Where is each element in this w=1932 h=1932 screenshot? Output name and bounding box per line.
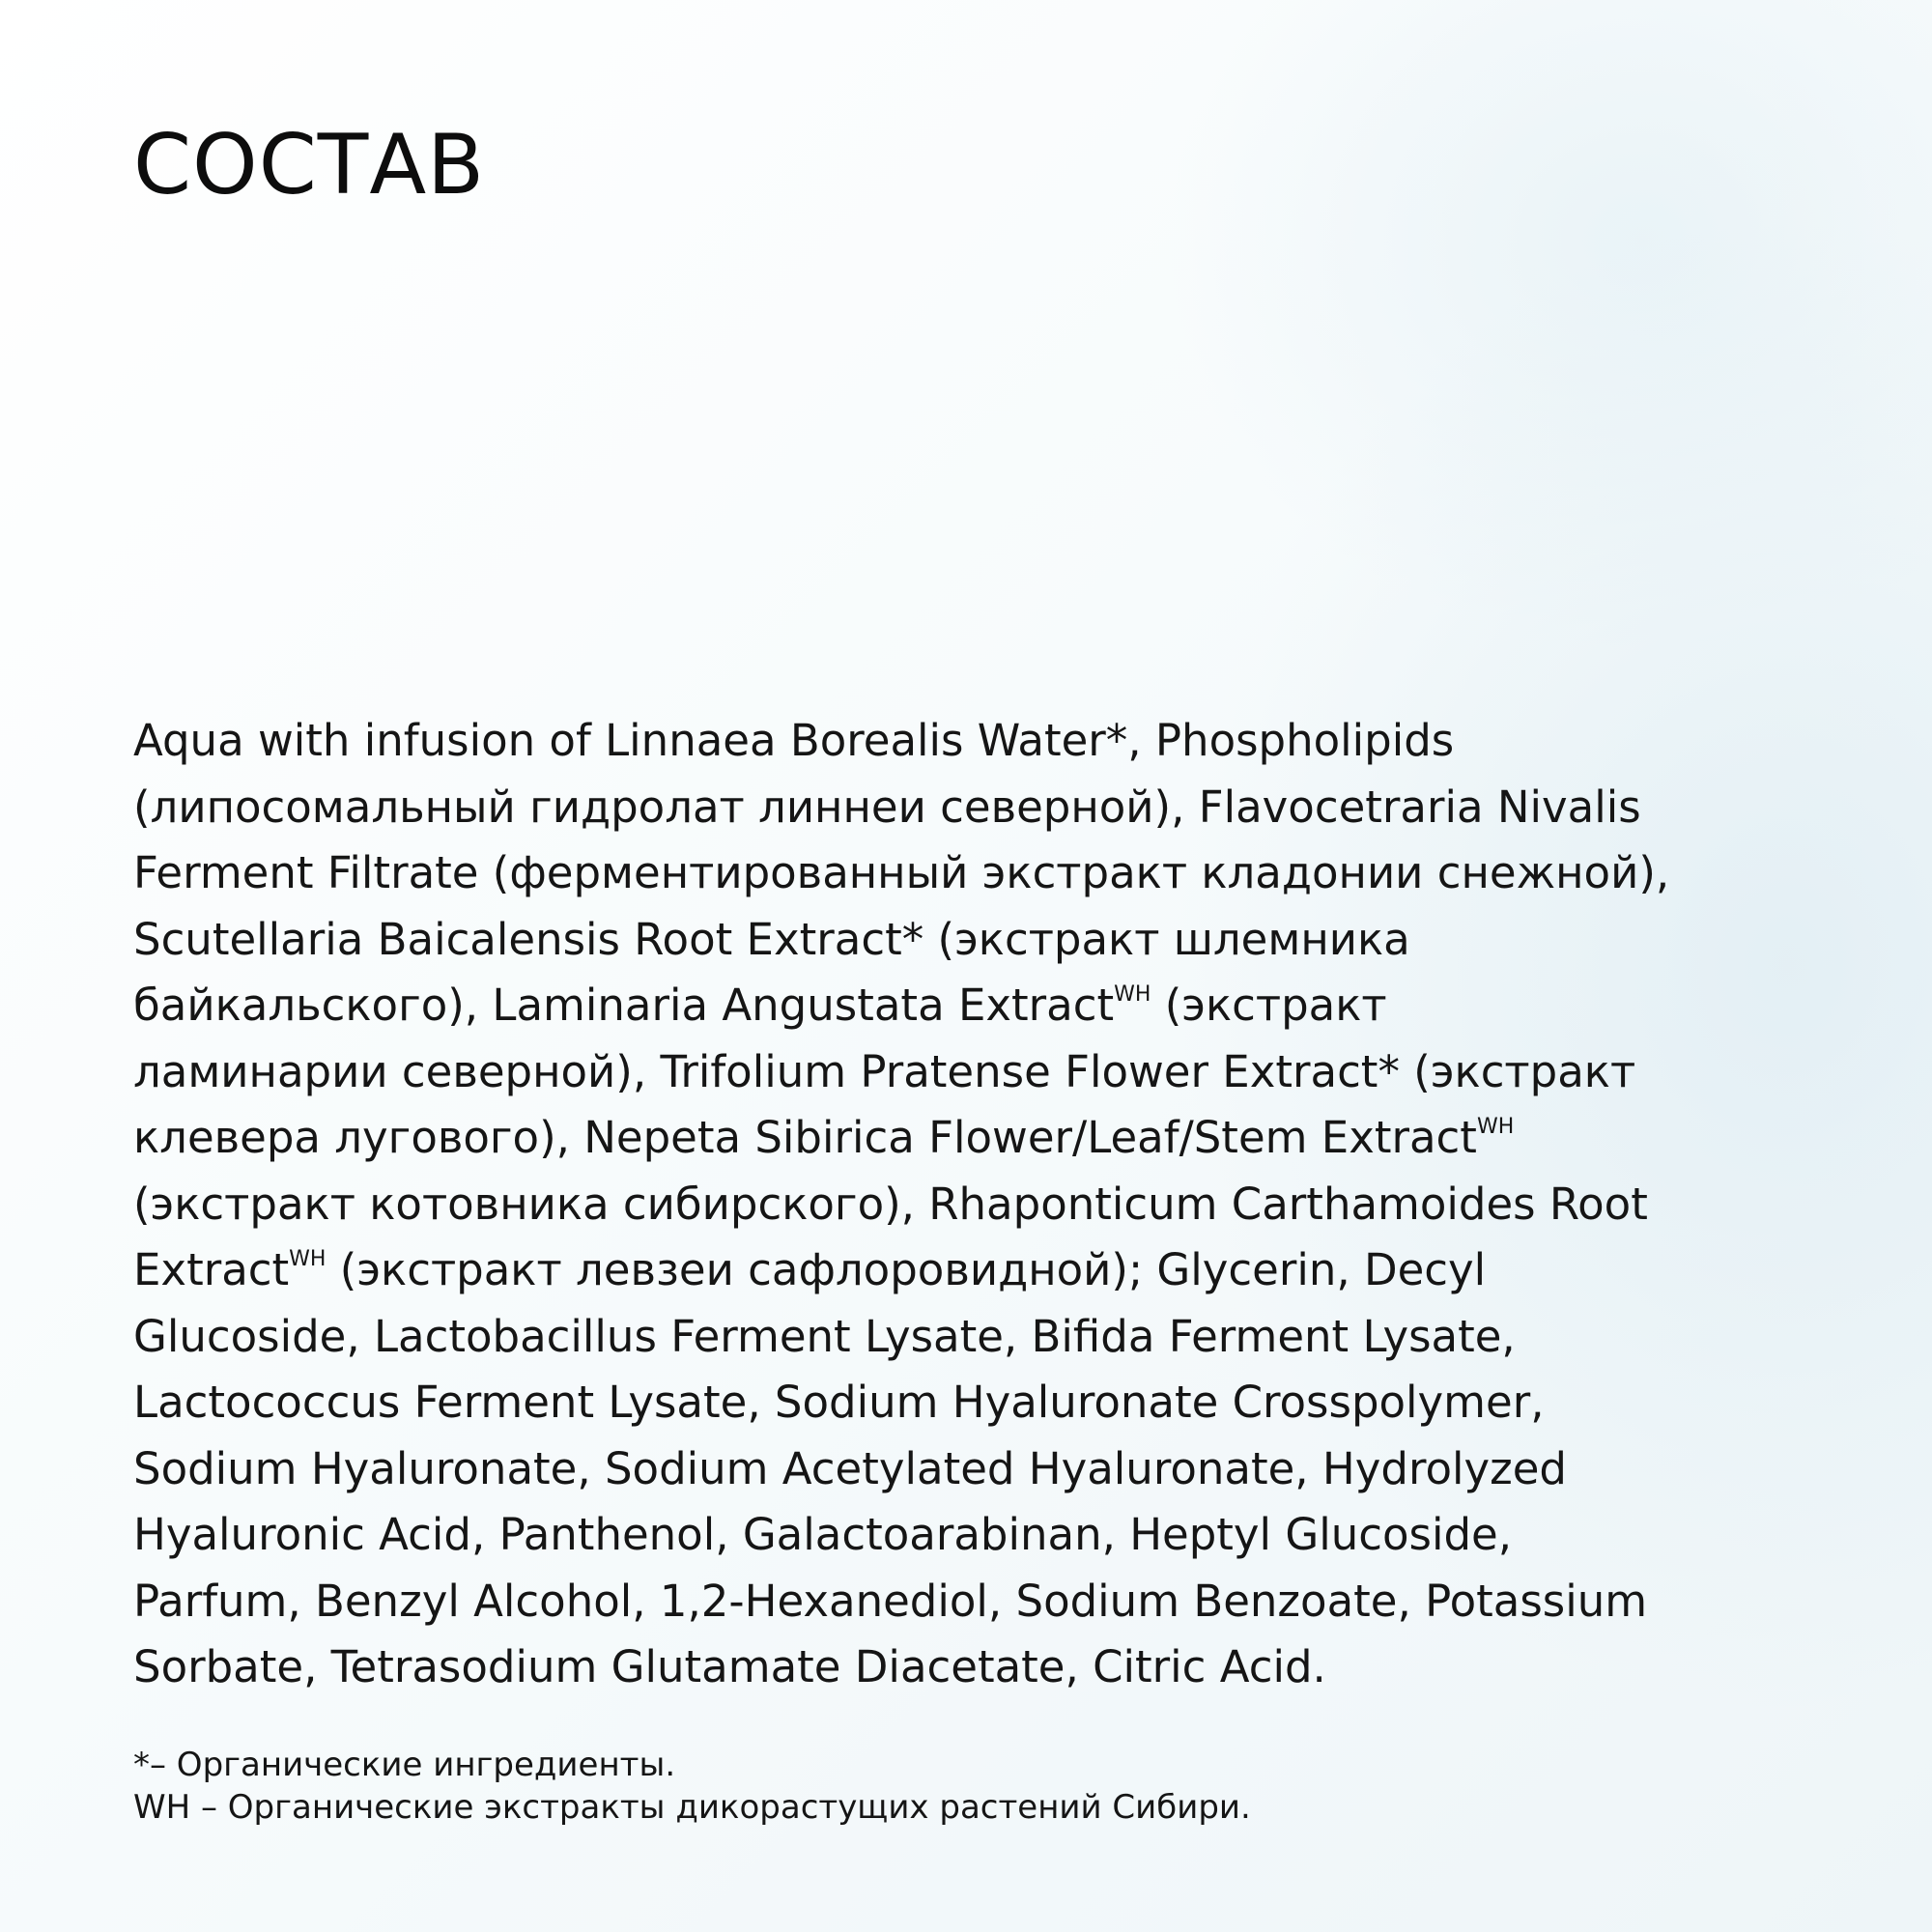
ingredients-line: Scutellaria Baicalensis Root Extract* (экстракт шлемника	[133, 913, 1410, 965]
wild-harvest-mark: WH	[1114, 982, 1151, 1007]
ingredients-line: ламинарии северной), Trifolium Pratense Flower Extract* (экстракт	[133, 1045, 1636, 1097]
wild-harvest-mark: WH	[289, 1247, 327, 1271]
wild-harvest-mark: WH	[1476, 1115, 1515, 1139]
ingredients-line: Extract$^{WH}$ (экстракт левзеи сафлоровидной); Glycerin, Decyl	[133, 1244, 1487, 1295]
ingredients-line: байкальского), Laminaria Angustata Extract$^{WH}$ (экстракт	[133, 980, 1387, 1031]
ingredients-line: Glucoside, Lactobacillus Ferment Lysate, Bifida Ferment Lysate,	[133, 1310, 1516, 1362]
ingredients-line: Sodium Hyaluronate, Sodium Acetylated Hyaluronate, Hydrolyzed	[133, 1442, 1567, 1494]
ingredients-line: Sorbate, Tetrasodium Glutamate Diacetate, Citric Acid.	[133, 1641, 1326, 1692]
footnote-wild-harvest: WH – Органические экстракты дикорастущих растений Сибири.	[133, 1788, 1251, 1827]
ingredients-line: клевера лугового), Nepeta Sibirica Flower/Leaf/Stem Extract$^{WH}$	[133, 1112, 1515, 1163]
ingredients-line: Aqua with infusion of Linnaea Borealis Water*, Phospholipids	[133, 715, 1455, 766]
ingredients-line: (липосомальный гидролат линнеи северной), Flavocetraria Nivalis	[133, 781, 1641, 833]
ingredients-list	[133, 708, 1833, 1701]
ingredients-line: Parfum, Benzyl Alcohol, 1,2-Hexanediol, Sodium Benzoate, Potassium	[133, 1575, 1648, 1627]
ingredients-line: Lactococcus Ferment Lysate, Sodium Hyaluronate Crosspolymer,	[133, 1377, 1545, 1428]
ingredients-line: (экстракт котовника сибирского), Rhaponticum Carthamoides Root	[133, 1178, 1648, 1230]
page-title: СОСТАВ	[133, 117, 486, 213]
footnotes	[133, 1744, 1251, 1829]
ingredients-line: Ferment Filtrate (ферментированный экстракт кладонии снежной),	[133, 847, 1670, 898]
ingredients-line: Hyaluronic Acid, Panthenol, Galactoarabinan, Heptyl Glucoside,	[133, 1509, 1513, 1560]
footnote-organic: *– Органические ингредиенты.	[133, 1746, 676, 1784]
